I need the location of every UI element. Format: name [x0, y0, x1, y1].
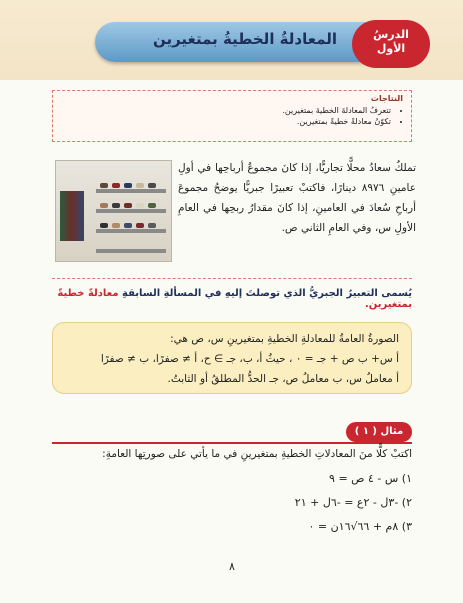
shelf [96, 189, 166, 193]
general-form-line: أ س+ ب ص + جـ = ٠ ، حيثُ أ، ب، جـ ∋ ح، أ ≠ صفرًا، ب ≠ صفرًا [100, 353, 399, 365]
shoe [124, 223, 132, 228]
shelf [96, 249, 166, 253]
store-photo [55, 160, 172, 262]
shoe [100, 183, 108, 188]
shoe [112, 183, 120, 188]
shoe [136, 223, 144, 228]
shoe [124, 183, 132, 188]
example-instruction: اكتبْ كلًّا منَ المعادلاتِ الخطيةِ بمتغيرينِ في ما يأتي على صورتِها العامةِ: [102, 448, 412, 460]
lesson-title: المعادلةُ الخطيةُ بمتغيرين [152, 30, 338, 48]
shoe [136, 183, 144, 188]
shoe [112, 203, 120, 208]
example-rule [52, 442, 412, 444]
outcomes-label: النتاجات [370, 94, 403, 103]
definition-sentence [56, 288, 412, 310]
page-number: ٨ [229, 560, 235, 573]
lesson-badge-line1: الدرسُ [373, 28, 409, 41]
clothes-rack [60, 191, 84, 241]
definition-prefix: يُسمى التعبيرُ الجبريُّ الذي توصلتَ إليهِ في المسألةِ السابقةِ [122, 288, 412, 299]
shoe [124, 203, 132, 208]
example-tab: مثال ( ١ ) [346, 422, 412, 442]
shoe [100, 203, 108, 208]
shoe [148, 183, 156, 188]
equation-item: ١) س - ٤ ص = ٩ [329, 472, 412, 485]
shelf [96, 229, 166, 233]
general-form-line: أ معاملُ س، ب معاملُ ص، جـ الحدُّ المطلقُ أو الثابتُ. [167, 373, 399, 385]
definition-term: معادلةً خطيةً بمتغيرين. [57, 288, 412, 310]
shoe [148, 203, 156, 208]
outcome-item: • تكوّنُ معادلةً خطيةً بمتغيرين. [61, 117, 391, 126]
shoe [148, 223, 156, 228]
shoe [100, 223, 108, 228]
equation-item: ٢) -٣ل - ٢ع = -٦ل + ٢١ [294, 496, 412, 509]
lesson-badge [352, 20, 430, 68]
shoe [112, 223, 120, 228]
shoe [136, 203, 144, 208]
outcome-item: • تتعرفُ المعادلةَ الخطيةَ بمتغيرين. [61, 106, 391, 115]
shelf [96, 209, 166, 213]
general-form-line: الصورةُ العامةُ للمعادلةِ الخطيةِ بمتغيرينِ س، ص هي: [170, 333, 399, 345]
lesson-badge-line2: الأول [376, 42, 406, 55]
section-divider [52, 278, 412, 279]
outcomes-box [52, 90, 412, 142]
intro-paragraph: تملكُ سعادُ محلًّا تجاريًّا، إذا كانَ مجموعُ أرباحِها في أولِ عامينِ ٨٩٧٦ دينارًا، فاكتبْ تعبيرًا جبريًّا يوضحُ مجموعَ أرباحِ سُعادَ في العامينِ، إذا كانَ مقدارُ ربحِها في العامِ الأولِ س، وفي العامِ الثاني ص. [178, 162, 416, 234]
general-form-box [52, 322, 412, 394]
equation-item: ٣) ٨م + ٦٦√١٦ن = ٠ [308, 520, 412, 533]
